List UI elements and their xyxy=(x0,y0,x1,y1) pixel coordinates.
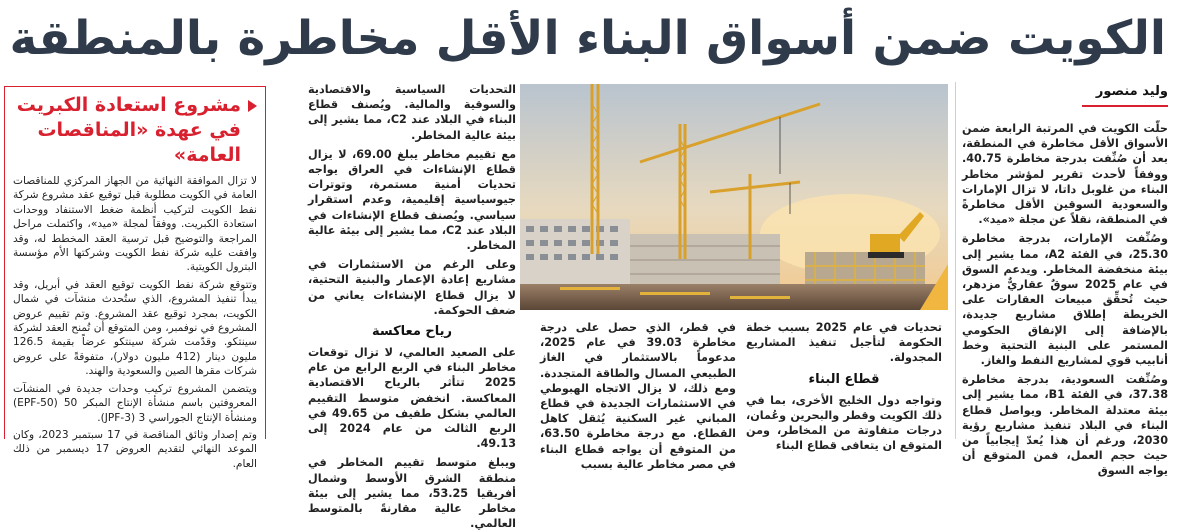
paragraph: تحديات في عام 2025 بسبب خطة الحكومة لتأجيل تنفيذ المشاريع المجدولة. xyxy=(746,321,942,365)
sidebar-title xyxy=(13,93,257,168)
paragraph: وتواجه دول الخليج الأخرى، بما في ذلك الكويت وقطر والبحرين وعُمان، درجات متفاوتة من المخاطر، ومن المتوقع ان يتعافى قطاع البناء xyxy=(746,393,942,453)
paragraph: وصُنِّفت الإمارات، بدرجة مخاطرة 25.30، في الفئة A2، مما يشير إلى بيئة منخفضة المخاطر. ويدعم السوق في عام 2025 سوقٌ عقاريٌّ مزدهر، حيث تُحقِّق مبيعات العقارات على الخريطة إطلاق مشاريع جديدة، بالإضافة إلى الإنفاق الحكومي المستمر على البنية التحتية وخط أنابيب قوي لمشاريع النفط والغاز. xyxy=(962,232,1168,368)
paragraph: مع تقييم مخاطر يبلغ 69.00، لا يزال قطاع الإنشاءات في العراق يواجه تحديات أمنية مستمرة، وتوترات جيوسياسية إقليمية، وعدم استقرار سياسي. ويُصنف قطاع الإنشاءات في البلاد عند C2، مما يشير إلى بيئة عالية المخاطر. xyxy=(308,147,516,253)
construction-photo xyxy=(520,84,948,310)
sidebar-paragraph: وتم إصدار وثائق المناقصة في 17 سبتمبر 2023، وكان الموعد النهائي لتقديم العروض 17 ديسمبر من ذلك العام. xyxy=(13,428,257,470)
triangle-marker-icon xyxy=(248,100,257,112)
paragraph: التحديات السياسية والاقتصادية والسوقية والمالية. ويُصنف قطاع البناء في البلاد عند C2، مما يشير إلى بيئة عالية المخاطر. xyxy=(308,83,517,142)
sidebar-title-line1: مشروع استعادة الكبريت xyxy=(16,94,241,116)
paragraph: وصُنِّفت السعودية، بدرجة مخاطرة 37.38، في الفئة B1، مما يشير إلى بيئة معتدلة المخاطر. ويواصل قطاع البناء في البلاد تنفيذ مشاريع رؤية 2030، ورغم أن هذا يُعدّ إيجابياً من حيث حجم العمل، فمن المتوقع أن يواجه السوق xyxy=(962,373,1168,478)
byline: وليد منصور xyxy=(1095,84,1168,99)
column-divider xyxy=(955,82,956,439)
paragraph: حلّت الكويت في المرتبة الرابعة ضمن الأسواق الأقل مخاطرة في المنطقة، بعد أن صُنِّفت بدرجة مخاطرة 40.75. ووفقاً لأحدث تقرير لمؤشر مخاطر البناء من غلوبل داتا، لا تزال الإمارات والسعودية السوقين الأقل مخاطرةً في المنطقة، نقلاً عن مجلة «ميد». xyxy=(962,122,1168,227)
article-col-left xyxy=(308,82,517,531)
sidebar-paragraph: وتتوقع شركة نفط الكويت توقيع العقد في أبريل، وقد يبدأ تنفيذ المشروع، الذي ستُحدث منشآت في شمال الكويت، بمجرد توقيع عقد المشروع. وتم تقييم عروض المشروع في نوفمبر، ومن المتوقع أن تُمنح العقد لشركة سينتكو. وقدّمت شركة سينتكو عرضاً بقيمة 126.5 مليون دينار (412 مليون دولار)، متفوقةً على عروض شركات مقرها الصين والسعودية والهند. xyxy=(13,278,257,378)
sidebar-paragraph: لا تزال الموافقة النهائية من الجهاز المركزي للمناقصات العامة في الكويت مطلوبة قبل توقيع عقد مشروع شركة نفط الكويت لتركيب أنظمة ضغط الاستنفاد ووحدات استعادة الكبريت. ووفقاً لمجلة «ميد»، واكتملت مراحل المراجعة والتوضيح قبل ترسية العقد المخطط له، وقد وافقت عليه شركة نفط الكويت وشركتها الأم مؤسسة البترول الكويتية. xyxy=(13,175,257,274)
sidebar-title-line2: في عهدة «المناقصات العامة» xyxy=(37,119,241,166)
paragraph: على الصعيد العالمي، لا تزال توقعات مخاطر البناء في الربع الرابع من عام 2025 تتأثر بالرياح الاقتصادية المعاكسة. انخفض متوسط التقييم العالمي بشكل طفيف من 49.65 في الربع الثالث من عام 2024 إلى 49.13. xyxy=(308,346,516,451)
headline: الكويت ضمن أسواق البناء الأقل مخاطرة بالمنطقة xyxy=(9,11,1166,66)
subhead-construction: قطاع البناء xyxy=(808,371,880,387)
byline-rule xyxy=(1082,105,1168,107)
paragraph: في قطر، الذي حصل على درجة مخاطرة 39.03 في عام 2025، مدعوماً بالاستثمار في الغاز الطبيعي المسال والطاقة المتجددة. ومع ذلك، لا يزال الاتجاه الهبوطي في الاستثمارات الجديدة في قطاع المباني غير السكنية يُثقل كاهل القطاع. مع درجة مخاطرة 63.50، من المتوقع أن يواجه قطاع البناء في مصر مخاطر عالية بسبب xyxy=(540,321,737,471)
paragraph: وعلى الرغم من الاستثمارات في مشاريع إعادة الإعمار والبنية التحتية، لا يزال قطاع الإنشاءات يعاني من ضعف الحوكمة. xyxy=(308,258,516,317)
paragraph: ويبلغ متوسط تقييم المخاطر في منطقة الشرق الأوسط وشمال أفريقيا 53.25، مما يشير إلى بيئة مخاطر عالية مقارنةً بالمتوسط العالمي. xyxy=(308,456,516,531)
article-col-mid-right xyxy=(746,320,942,453)
subhead-winds: رياح معاكسة xyxy=(371,324,453,340)
sidebar-paragraph: ويتضمن المشروع تركيب وحدات جديدة في المنشآت المعروفتين باسم منشأة الإنتاج المبكر 50 (EPF-50) ومنشأة الإنتاج الجوراسي 3 (JPF-3). xyxy=(13,382,257,424)
sidebar-box xyxy=(4,86,266,470)
article-col-right xyxy=(962,82,1168,478)
construction-photo-image xyxy=(520,84,948,310)
article-col-mid-left xyxy=(540,320,737,471)
